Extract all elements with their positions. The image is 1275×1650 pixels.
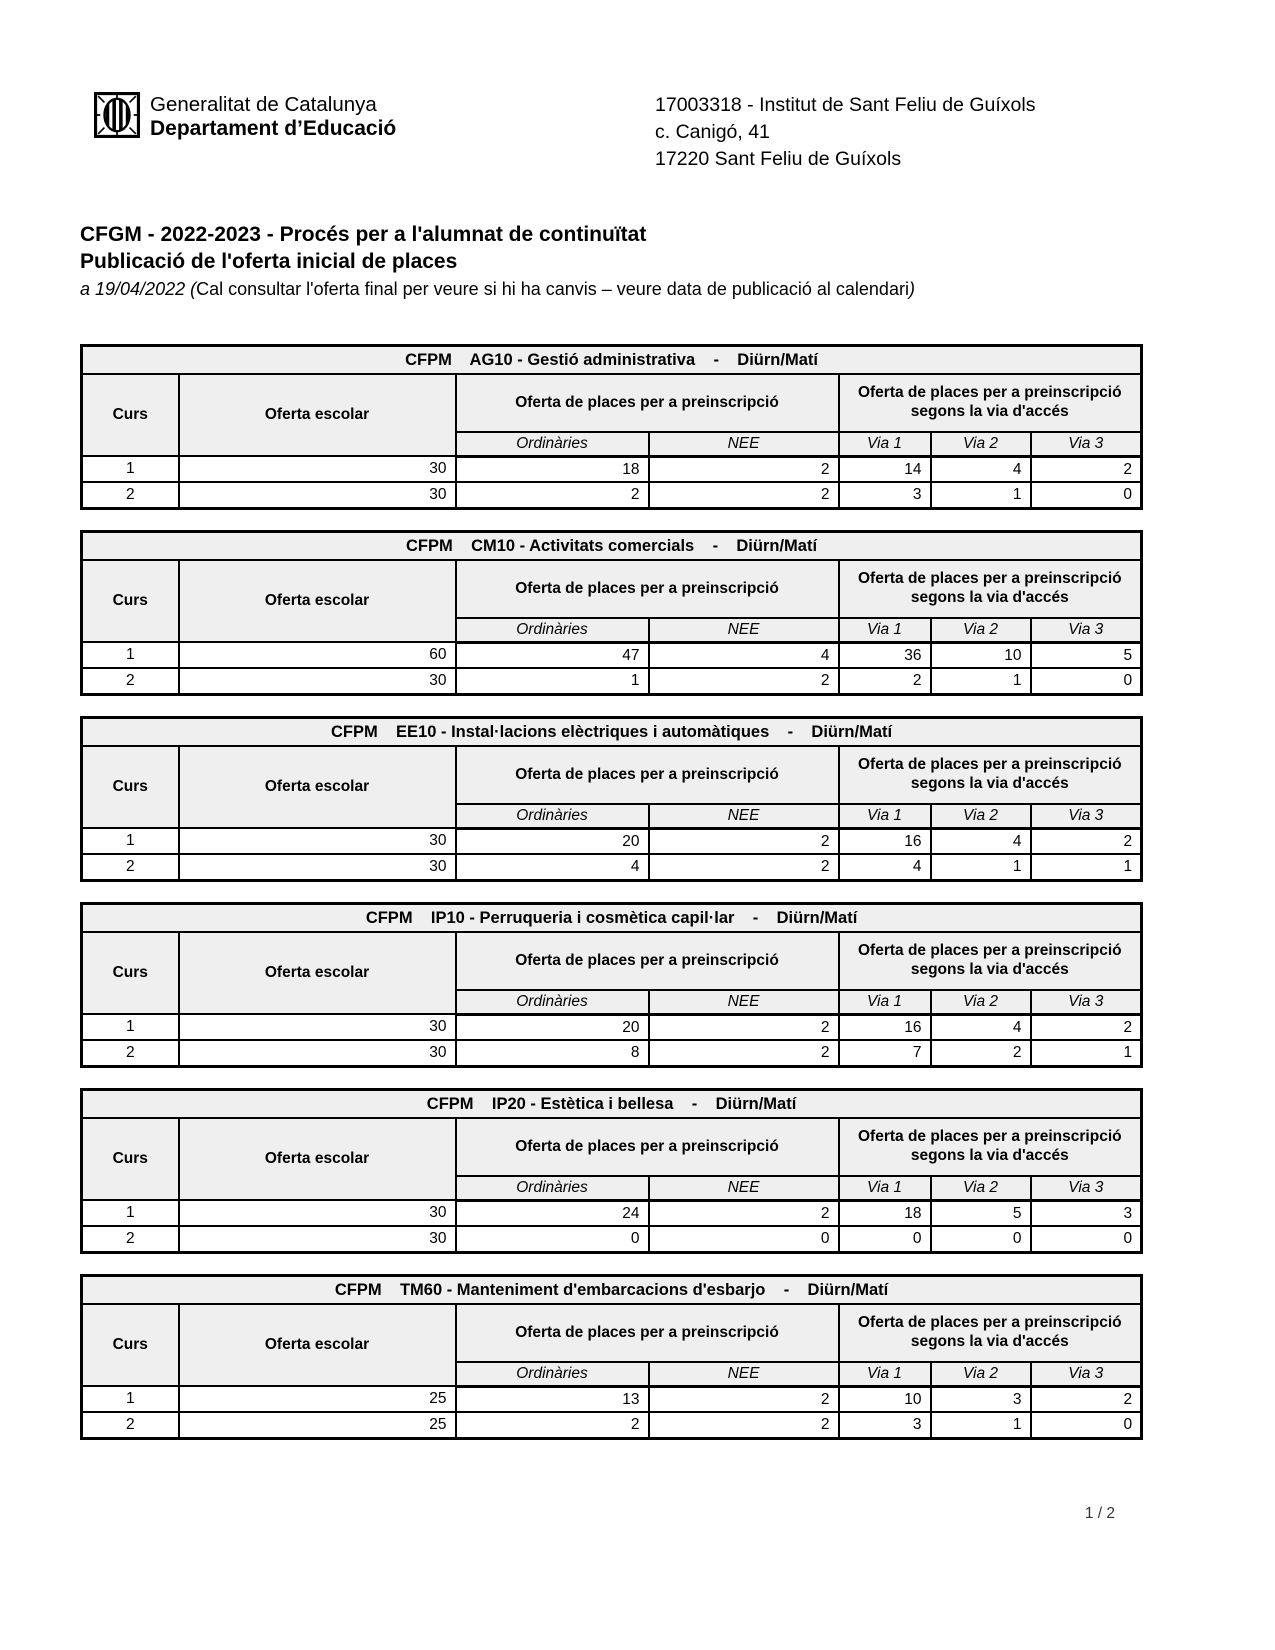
value-cell: 1 bbox=[931, 854, 1031, 880]
offer-table bbox=[80, 530, 1143, 696]
value-cell: 2 bbox=[649, 668, 839, 694]
curs-cell: 2 bbox=[82, 1040, 179, 1066]
value-cell: 3 bbox=[839, 1412, 931, 1438]
generalitat-seal-icon bbox=[94, 92, 140, 138]
col-header-via3: Via 3 bbox=[1031, 432, 1142, 456]
table-row bbox=[82, 1412, 1142, 1438]
table-header-row bbox=[82, 746, 1142, 804]
value-cell: 16 bbox=[839, 828, 931, 854]
table-row bbox=[82, 854, 1142, 880]
value-cell: 30 bbox=[179, 828, 456, 854]
table-header-row bbox=[82, 560, 1142, 618]
title-block bbox=[80, 222, 1220, 300]
table-row bbox=[82, 828, 1142, 854]
value-cell: 1 bbox=[456, 668, 649, 694]
col-header-oferta-escolar: Oferta escolar bbox=[179, 746, 456, 828]
value-cell: 30 bbox=[179, 1014, 456, 1040]
school-code-name: 17003318 - Institut de Sant Feliu de Guíxols bbox=[655, 94, 1036, 116]
table-row bbox=[82, 1226, 1142, 1252]
value-cell: 2 bbox=[649, 1014, 839, 1040]
col-header-preinscripcio: Oferta de places per a preinscripció bbox=[456, 1304, 839, 1362]
value-cell: 36 bbox=[839, 642, 931, 668]
curs-cell: 1 bbox=[82, 456, 179, 482]
col-header-preinscripcio: Oferta de places per a preinscripció bbox=[456, 746, 839, 804]
col-header-nee: NEE bbox=[649, 432, 839, 456]
doc-title-line2: Publicació de l'oferta inicial de places bbox=[80, 249, 458, 273]
col-header-via2: Via 2 bbox=[931, 1176, 1031, 1200]
value-cell: 4 bbox=[839, 854, 931, 880]
col-header-preinscripcio: Oferta de places per a preinscripció bbox=[456, 374, 839, 432]
value-cell: 30 bbox=[179, 482, 456, 508]
value-cell: 1 bbox=[931, 1412, 1031, 1438]
offer-table bbox=[80, 344, 1143, 510]
brand-text bbox=[150, 92, 396, 142]
col-header-via-acces: Oferta de places per a preinscripció segons la via d'accés bbox=[839, 1118, 1142, 1176]
table-row bbox=[82, 1014, 1142, 1040]
subtitle-close-paren: ) bbox=[908, 278, 915, 299]
col-header-curs: Curs bbox=[82, 560, 179, 642]
value-cell: 2 bbox=[649, 1040, 839, 1066]
table-title: CFPM IP10 - Perruqueria i cosmètica capil·lar - Diürn/Matí bbox=[82, 903, 1142, 932]
col-header-via3: Via 3 bbox=[1031, 618, 1142, 642]
curs-cell: 1 bbox=[82, 828, 179, 854]
value-cell: 2 bbox=[1031, 1386, 1142, 1412]
table-title-row bbox=[82, 345, 1142, 374]
value-cell: 4 bbox=[649, 642, 839, 668]
col-header-nee: NEE bbox=[649, 1362, 839, 1386]
org-name: Generalitat de Catalunya bbox=[150, 93, 377, 116]
col-header-curs: Curs bbox=[82, 1304, 179, 1386]
value-cell: 25 bbox=[179, 1412, 456, 1438]
table-row bbox=[82, 642, 1142, 668]
table-row bbox=[82, 1040, 1142, 1066]
col-header-curs: Curs bbox=[82, 1118, 179, 1200]
value-cell: 30 bbox=[179, 456, 456, 482]
value-cell: 2 bbox=[649, 854, 839, 880]
curs-cell: 1 bbox=[82, 642, 179, 668]
school-address-block bbox=[655, 92, 1036, 173]
value-cell: 0 bbox=[839, 1226, 931, 1252]
col-header-oferta-escolar: Oferta escolar bbox=[179, 932, 456, 1014]
value-cell: 8 bbox=[456, 1040, 649, 1066]
col-header-nee: NEE bbox=[649, 618, 839, 642]
col-header-via-acces: Oferta de places per a preinscripció segons la via d'accés bbox=[839, 560, 1142, 618]
col-header-via3: Via 3 bbox=[1031, 990, 1142, 1014]
col-header-via1: Via 1 bbox=[839, 618, 931, 642]
value-cell: 0 bbox=[1031, 1226, 1142, 1252]
col-header-nee: NEE bbox=[649, 1176, 839, 1200]
value-cell: 2 bbox=[649, 828, 839, 854]
col-header-preinscripcio: Oferta de places per a preinscripció bbox=[456, 932, 839, 990]
col-header-via3: Via 3 bbox=[1031, 1176, 1142, 1200]
col-header-oferta-escolar: Oferta escolar bbox=[179, 374, 456, 456]
value-cell: 7 bbox=[839, 1040, 931, 1066]
col-header-curs: Curs bbox=[82, 746, 179, 828]
value-cell: 10 bbox=[839, 1386, 931, 1412]
value-cell: 2 bbox=[839, 668, 931, 694]
value-cell: 1 bbox=[931, 668, 1031, 694]
col-header-via-acces: Oferta de places per a preinscripció segons la via d'accés bbox=[839, 932, 1142, 990]
school-street: c. Canigó, 41 bbox=[655, 120, 770, 143]
value-cell: 20 bbox=[456, 828, 649, 854]
value-cell: 3 bbox=[1031, 1200, 1142, 1226]
value-cell: 18 bbox=[456, 456, 649, 482]
col-header-via2: Via 2 bbox=[931, 432, 1031, 456]
col-header-curs: Curs bbox=[82, 932, 179, 1014]
doc-subtitle bbox=[80, 279, 1220, 300]
value-cell: 30 bbox=[179, 668, 456, 694]
col-header-via1: Via 1 bbox=[839, 432, 931, 456]
document-header bbox=[80, 92, 1220, 222]
value-cell: 1 bbox=[1031, 1040, 1142, 1066]
value-cell: 3 bbox=[931, 1386, 1031, 1412]
col-header-ordinaries: Ordinàries bbox=[456, 804, 649, 828]
value-cell: 18 bbox=[839, 1200, 931, 1226]
subtitle-note: Cal consultar l'oferta final per veure si hi ha canvis – veure data de publicació al calendari bbox=[196, 278, 909, 299]
value-cell: 14 bbox=[839, 456, 931, 482]
offer-table bbox=[80, 902, 1143, 1068]
offer-table bbox=[80, 716, 1143, 882]
value-cell: 24 bbox=[456, 1200, 649, 1226]
value-cell: 30 bbox=[179, 1040, 456, 1066]
value-cell: 4 bbox=[931, 456, 1031, 482]
offer-table bbox=[80, 1088, 1143, 1254]
col-header-nee: NEE bbox=[649, 990, 839, 1014]
value-cell: 2 bbox=[456, 1412, 649, 1438]
value-cell: 2 bbox=[649, 1412, 839, 1438]
doc-title-line1: CFGM - 2022-2023 - Procés per a l'alumnat de continuïtat bbox=[80, 223, 647, 246]
table-title: CFPM AG10 - Gestió administrativa - Diürn/Matí bbox=[82, 345, 1142, 374]
col-header-oferta-escolar: Oferta escolar bbox=[179, 1304, 456, 1386]
curs-cell: 1 bbox=[82, 1386, 179, 1412]
col-header-oferta-escolar: Oferta escolar bbox=[179, 560, 456, 642]
col-header-via2: Via 2 bbox=[931, 990, 1031, 1014]
value-cell: 13 bbox=[456, 1386, 649, 1412]
value-cell: 47 bbox=[456, 642, 649, 668]
value-cell: 0 bbox=[456, 1226, 649, 1252]
curs-cell: 2 bbox=[82, 668, 179, 694]
page-number: 1 / 2 bbox=[1084, 1505, 1115, 1522]
value-cell: 2 bbox=[1031, 828, 1142, 854]
dept-name: Departament d’Educació bbox=[150, 117, 397, 141]
value-cell: 2 bbox=[649, 456, 839, 482]
offer-table bbox=[80, 1274, 1143, 1440]
table-header-row bbox=[82, 1304, 1142, 1362]
table-title: CFPM CM10 - Activitats comercials - Diürn/Matí bbox=[82, 531, 1142, 560]
col-header-ordinaries: Ordinàries bbox=[456, 1176, 649, 1200]
value-cell: 16 bbox=[839, 1014, 931, 1040]
curs-cell: 2 bbox=[82, 482, 179, 508]
table-row bbox=[82, 1200, 1142, 1226]
value-cell: 0 bbox=[931, 1226, 1031, 1252]
value-cell: 3 bbox=[839, 482, 931, 508]
col-header-via1: Via 1 bbox=[839, 1176, 931, 1200]
col-header-via3: Via 3 bbox=[1031, 1362, 1142, 1386]
value-cell: 2 bbox=[1031, 1014, 1142, 1040]
col-header-ordinaries: Ordinàries bbox=[456, 618, 649, 642]
col-header-via1: Via 1 bbox=[839, 1362, 931, 1386]
table-row bbox=[82, 668, 1142, 694]
value-cell: 2 bbox=[649, 1200, 839, 1226]
col-header-via2: Via 2 bbox=[931, 618, 1031, 642]
curs-cell: 2 bbox=[82, 854, 179, 880]
curs-cell: 2 bbox=[82, 1226, 179, 1252]
table-header-row bbox=[82, 1118, 1142, 1176]
table-title: CFPM TM60 - Manteniment d'embarcacions d'esbarjo - Diürn/Matí bbox=[82, 1275, 1142, 1304]
col-header-via1: Via 1 bbox=[839, 990, 931, 1014]
table-row bbox=[82, 456, 1142, 482]
col-header-ordinaries: Ordinàries bbox=[456, 990, 649, 1014]
col-header-ordinaries: Ordinàries bbox=[456, 1362, 649, 1386]
curs-cell: 1 bbox=[82, 1014, 179, 1040]
col-header-via-acces: Oferta de places per a preinscripció segons la via d'accés bbox=[839, 746, 1142, 804]
table-row bbox=[82, 1386, 1142, 1412]
value-cell: 4 bbox=[456, 854, 649, 880]
col-header-via3: Via 3 bbox=[1031, 804, 1142, 828]
col-header-preinscripcio: Oferta de places per a preinscripció bbox=[456, 1118, 839, 1176]
col-header-via-acces: Oferta de places per a preinscripció segons la via d'accés bbox=[839, 374, 1142, 432]
col-header-via2: Via 2 bbox=[931, 804, 1031, 828]
value-cell: 0 bbox=[1031, 668, 1142, 694]
value-cell: 60 bbox=[179, 642, 456, 668]
value-cell: 5 bbox=[931, 1200, 1031, 1226]
table-header-row bbox=[82, 374, 1142, 432]
table-title-row bbox=[82, 903, 1142, 932]
col-header-curs: Curs bbox=[82, 374, 179, 456]
value-cell: 30 bbox=[179, 1200, 456, 1226]
subtitle-date: a 19/04/2022 ( bbox=[80, 278, 197, 299]
table-title-row bbox=[82, 717, 1142, 746]
value-cell: 4 bbox=[931, 1014, 1031, 1040]
col-header-preinscripcio: Oferta de places per a preinscripció bbox=[456, 560, 839, 618]
col-header-nee: NEE bbox=[649, 804, 839, 828]
col-header-via-acces: Oferta de places per a preinscripció segons la via d'accés bbox=[839, 1304, 1142, 1362]
value-cell: 0 bbox=[1031, 482, 1142, 508]
table-title: CFPM IP20 - Estètica i bellesa - Diürn/Matí bbox=[82, 1089, 1142, 1118]
value-cell: 0 bbox=[1031, 1412, 1142, 1438]
value-cell: 30 bbox=[179, 854, 456, 880]
value-cell: 30 bbox=[179, 1226, 456, 1252]
school-city: 17220 Sant Feliu de Guíxols bbox=[655, 147, 902, 170]
value-cell: 10 bbox=[931, 642, 1031, 668]
value-cell: 2 bbox=[456, 482, 649, 508]
value-cell: 5 bbox=[1031, 642, 1142, 668]
tables-container bbox=[80, 344, 1220, 1440]
value-cell: 20 bbox=[456, 1014, 649, 1040]
table-title-row bbox=[82, 1089, 1142, 1118]
value-cell: 0 bbox=[649, 1226, 839, 1252]
col-header-via2: Via 2 bbox=[931, 1362, 1031, 1386]
col-header-oferta-escolar: Oferta escolar bbox=[179, 1118, 456, 1200]
value-cell: 4 bbox=[931, 828, 1031, 854]
value-cell: 2 bbox=[931, 1040, 1031, 1066]
value-cell: 2 bbox=[649, 1386, 839, 1412]
value-cell: 1 bbox=[931, 482, 1031, 508]
table-title-row bbox=[82, 531, 1142, 560]
table-title: CFPM EE10 - Instal·lacions elèctriques i automàtiques - Diürn/Matí bbox=[82, 717, 1142, 746]
value-cell: 25 bbox=[179, 1386, 456, 1412]
table-header-row bbox=[82, 932, 1142, 990]
value-cell: 2 bbox=[649, 482, 839, 508]
value-cell: 2 bbox=[1031, 456, 1142, 482]
curs-cell: 2 bbox=[82, 1412, 179, 1438]
value-cell: 1 bbox=[1031, 854, 1142, 880]
col-header-via1: Via 1 bbox=[839, 804, 931, 828]
table-row bbox=[82, 482, 1142, 508]
col-header-ordinaries: Ordinàries bbox=[456, 432, 649, 456]
curs-cell: 1 bbox=[82, 1200, 179, 1226]
table-title-row bbox=[82, 1275, 1142, 1304]
